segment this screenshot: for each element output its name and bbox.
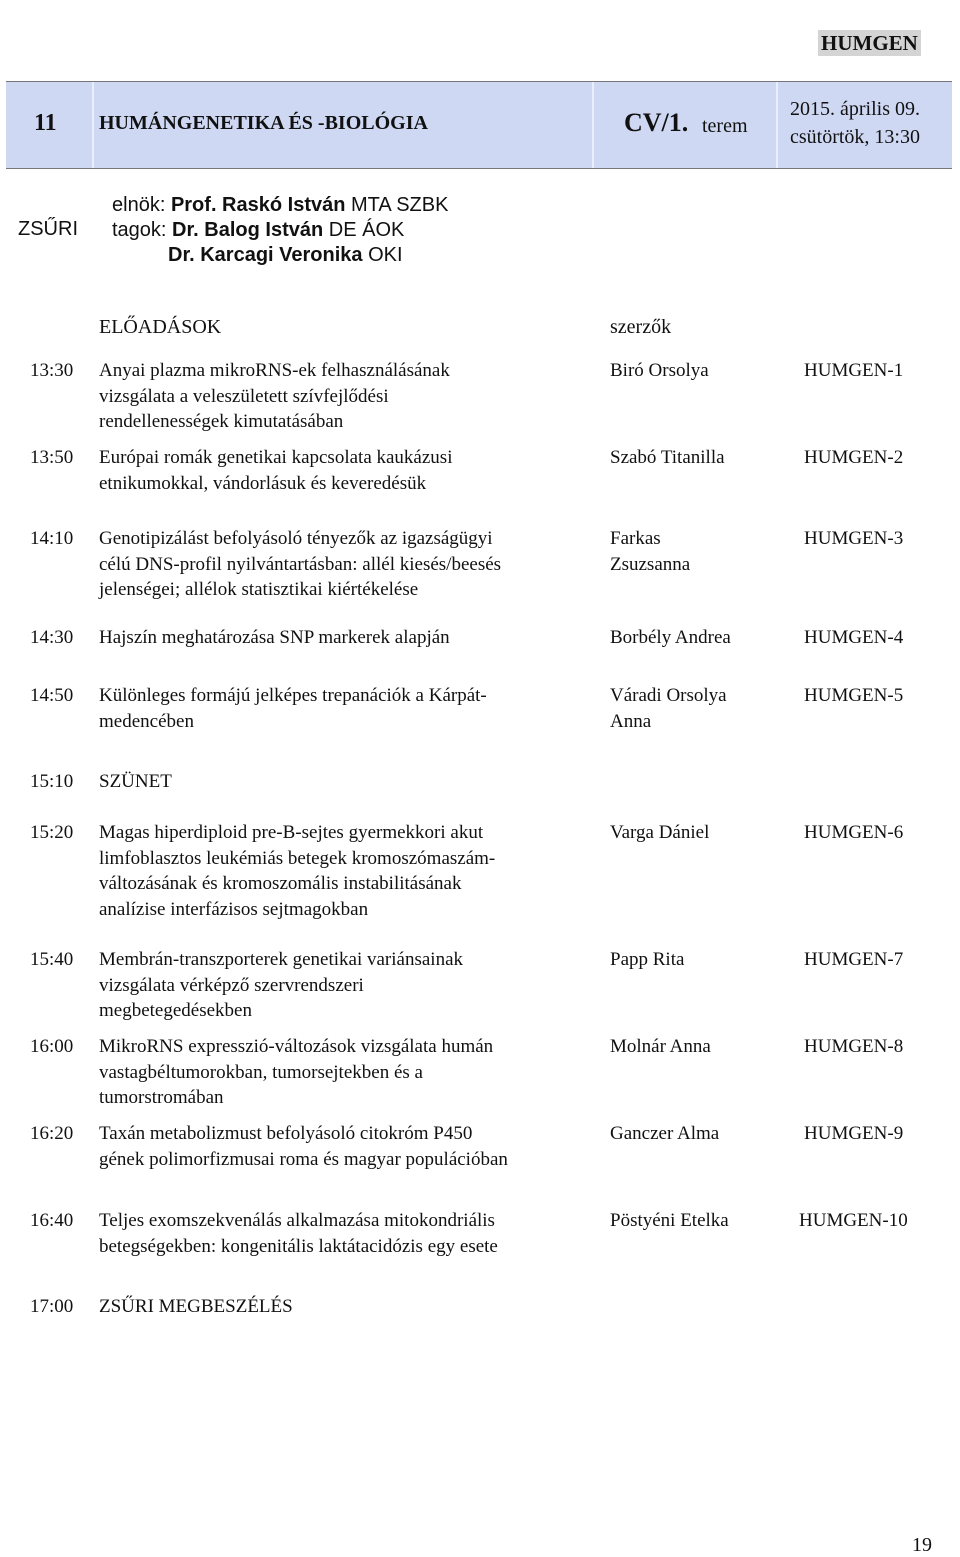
jury-chair-institution: MTA SZBK: [351, 194, 449, 216]
talk-author-line: Biró Orsolya: [610, 360, 709, 381]
talk-title: [99, 1034, 493, 1111]
talk-author: [610, 358, 709, 384]
jury-member-name: Dr. Balog István: [172, 219, 324, 241]
talk-author: [610, 947, 684, 973]
talk-title: [99, 445, 452, 496]
talk-time: 15:10: [30, 771, 74, 792]
talk-title-line: Különleges formájú jelképes trepanációk a Kárpát-: [99, 685, 487, 706]
talk-author: [610, 683, 727, 734]
talk-time: 16:00: [30, 1036, 74, 1057]
talk-code: HUMGEN-5: [804, 685, 904, 706]
talk-title-line: jelenségei; allélok statisztikai kiértékelése: [99, 579, 419, 600]
session-day-time: csütörtök, 13:30: [790, 126, 920, 148]
talk-code: HUMGEN-7: [804, 949, 904, 970]
talk-author: [610, 1121, 719, 1147]
talk-author: [610, 526, 690, 577]
talk-title-line: Membrán-transzporterek genetikai variánsainak: [99, 949, 464, 970]
talk-author: [610, 625, 731, 651]
talk-author-line: Váradi Orsolya: [610, 685, 727, 706]
talk-title: [99, 1208, 498, 1259]
talk-title-line: medencében: [99, 710, 194, 732]
room-number: CV/1.: [624, 108, 689, 137]
talk-title-line: Magas hiperdiploid pre-B-sejtes gyermekkori akut: [99, 822, 484, 843]
jury-chair-prefix: elnök:: [112, 194, 166, 216]
talk-title-line: célú DNS-profil nyilvántartásban: allél kiesés/beesés: [99, 553, 502, 575]
talk-author-line: Farkas: [610, 528, 661, 549]
section-number: 11: [34, 110, 57, 136]
talk-author-line: Zsuzsanna: [610, 553, 691, 575]
talk-title-line: Teljes exomszekvenálás alkalmazása mitokondriális: [99, 1210, 495, 1231]
talk-code: HUMGEN-3: [804, 528, 904, 549]
talk-author-line: Szabó Titanilla: [610, 447, 725, 468]
talk-title: [99, 1294, 293, 1320]
jury-member: [112, 219, 404, 242]
talk-author-line: Papp Rita: [610, 949, 685, 970]
talk-code: HUMGEN-2: [804, 447, 904, 468]
talk-title-line: etnikumokkal, vándorlásuk és keveredésük: [99, 472, 427, 494]
talk-time: 14:30: [30, 627, 74, 648]
talk-title: [99, 820, 495, 922]
authors-column-header: szerzők: [610, 316, 672, 338]
talk-title-line: Anyai plazma mikroRNS-ek felhasználásának: [99, 360, 450, 381]
talk-title-line: gének polimorfizmusai roma és magyar populációban: [99, 1148, 508, 1170]
talk-title: [99, 1121, 508, 1172]
talk-title: [99, 625, 450, 651]
talk-title-line: tumorstromában: [99, 1087, 224, 1108]
talk-author-line: Varga Dániel: [610, 822, 710, 843]
jury-member-name: Dr. Karcagi Veronika: [168, 244, 363, 266]
talk-author-line: Anna: [610, 710, 652, 732]
talk-title-line: Hajszín meghatározása SNP markerek alapján: [99, 627, 450, 648]
talk-author: [610, 1208, 729, 1234]
band-separator: [92, 82, 94, 168]
talk-author-line: Borbély Andrea: [610, 627, 731, 648]
talk-title-line: rendellenességek kimutatásában: [99, 411, 344, 432]
band-separator: [592, 82, 594, 168]
talk-title-line: vizsgálata a veleszületett szívfejlődési: [99, 385, 389, 407]
jury-member-institution: DE ÁOK: [328, 219, 405, 241]
talk-author: [610, 1034, 711, 1060]
talk-author: [610, 445, 725, 471]
talk-time: 15:40: [30, 949, 74, 970]
talk-time: 14:10: [30, 528, 74, 549]
talk-title: [99, 358, 450, 435]
section-title: HUMÁNGENETIKA ÉS -BIOLÓGIA: [99, 112, 428, 134]
talk-time: 15:20: [30, 822, 74, 843]
talk-time: 14:50: [30, 685, 74, 706]
jury-members-prefix: tagok:: [112, 219, 167, 241]
talk-title-line: ZSŰRI MEGBESZÉLÉS: [99, 1296, 293, 1317]
talk-author-line: Ganczer Alma: [610, 1123, 720, 1144]
page-number: 19: [912, 1534, 932, 1556]
talk-time: 17:00: [30, 1296, 74, 1317]
talk-title-line: limfoblasztos leukémiás betegek kromoszómaszám-: [99, 847, 496, 869]
talk-title: [99, 769, 172, 795]
talk-title-line: MikroRNS expresszió-változások vizsgálata humán: [99, 1036, 494, 1057]
talk-author-line: Pöstyéni Etelka: [610, 1210, 729, 1231]
talk-time: 13:30: [30, 360, 74, 381]
jury-chair: [112, 194, 448, 217]
talk-code: HUMGEN-4: [804, 627, 904, 648]
talk-code: HUMGEN-6: [804, 822, 904, 843]
section-tag: HUMGEN: [818, 30, 921, 56]
jury-label: ZSŰRI: [18, 218, 78, 240]
talk-code: HUMGEN-10: [799, 1210, 908, 1231]
talk-code: HUMGEN-9: [804, 1123, 904, 1144]
jury-chair-name: Prof. Raskó István: [170, 194, 346, 216]
talk-title-line: SZÜNET: [99, 771, 172, 792]
talk-title-line: Taxán metabolizmust befolyásoló citokróm P450: [99, 1123, 473, 1144]
talk-time: 16:40: [30, 1210, 74, 1231]
talk-title: [99, 526, 501, 603]
session-date: 2015. április 09.: [790, 98, 920, 120]
talk-code: HUMGEN-8: [804, 1036, 904, 1057]
talk-title-line: megbetegedésekben: [99, 1000, 252, 1021]
talk-code: HUMGEN-1: [804, 360, 904, 381]
talk-time: 13:50: [30, 447, 74, 468]
talk-title-line: vastagbéltumorokban, tumorsejtekben és a: [99, 1061, 423, 1083]
talk-title-line: Európai romák genetikai kapcsolata kaukázusi: [99, 447, 453, 468]
band-bottom-rule: [6, 168, 952, 169]
talks-column-header: ELŐADÁSOK: [99, 316, 222, 338]
jury-member-institution: OKI: [368, 244, 403, 266]
talk-title: [99, 683, 487, 734]
band-separator: [776, 82, 778, 168]
talk-author: [610, 820, 709, 846]
talk-title-line: vizsgálata vérképző szervrendszeri: [99, 974, 364, 996]
talk-title-line: változásának és kromoszomális instabilitásának: [99, 873, 462, 894]
talk-title: [99, 947, 463, 1024]
talk-author-line: Molnár Anna: [610, 1036, 711, 1057]
talk-title-line: analízise interfázisos sejtmagokban: [99, 898, 369, 920]
talk-title-line: Genotipizálást befolyásoló tényezők az igazságügyi: [99, 528, 493, 549]
talk-time: 16:20: [30, 1123, 74, 1144]
room-suffix: terem: [702, 115, 748, 137]
talk-title-line: betegségekben: kongenitális laktátacidózis egy esete: [99, 1235, 498, 1257]
jury-member: [168, 244, 403, 267]
